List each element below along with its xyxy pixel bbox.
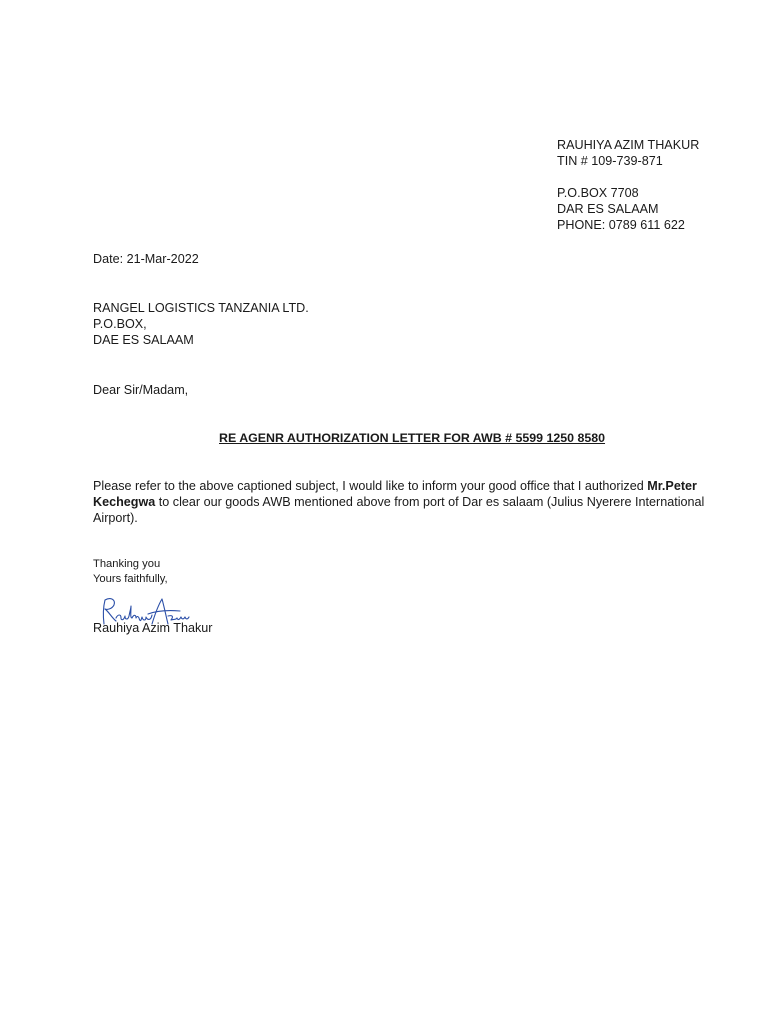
recipient-pobox: P.O.BOX, [93, 317, 147, 331]
body-text-part1: Please refer to the above captioned subject, I would like to inform your good office that I authorized [93, 479, 648, 493]
body-text-part2: to clear our goods AWB mentioned above from port of Dar es salaam (Julius Nyerere International Airport). [93, 495, 705, 525]
recipient-city: DAE ES SALAAM [93, 333, 194, 347]
sender-city: DAR ES SALAAM [557, 202, 659, 216]
letter-date: Date: 21-Mar-2022 [93, 252, 199, 266]
subject-line: RE AGENR AUTHORIZATION LETTER FOR AWB # 5599 1250 8580 [219, 431, 606, 445]
sender-pobox: P.O.BOX 7708 [557, 186, 639, 200]
closing-thanks: Thanking you [93, 558, 161, 570]
signatory-name: Rauhiya Azim Thakur [93, 621, 213, 635]
recipient-company: RANGEL LOGISTICS TANZANIA LTD. [93, 301, 309, 315]
closing-yours: Yours faithfully, [93, 573, 168, 585]
agent-name: Mr.Peter Kechegwa [93, 479, 697, 509]
body-paragraph [93, 478, 723, 526]
sender-phone: PHONE: 0789 611 622 [557, 218, 685, 232]
sender-tin: TIN # 109-739-871 [557, 154, 663, 168]
sender-name: RAUHIYA AZIM THAKUR [557, 138, 700, 152]
salutation: Dear Sir/Madam, [93, 383, 189, 397]
